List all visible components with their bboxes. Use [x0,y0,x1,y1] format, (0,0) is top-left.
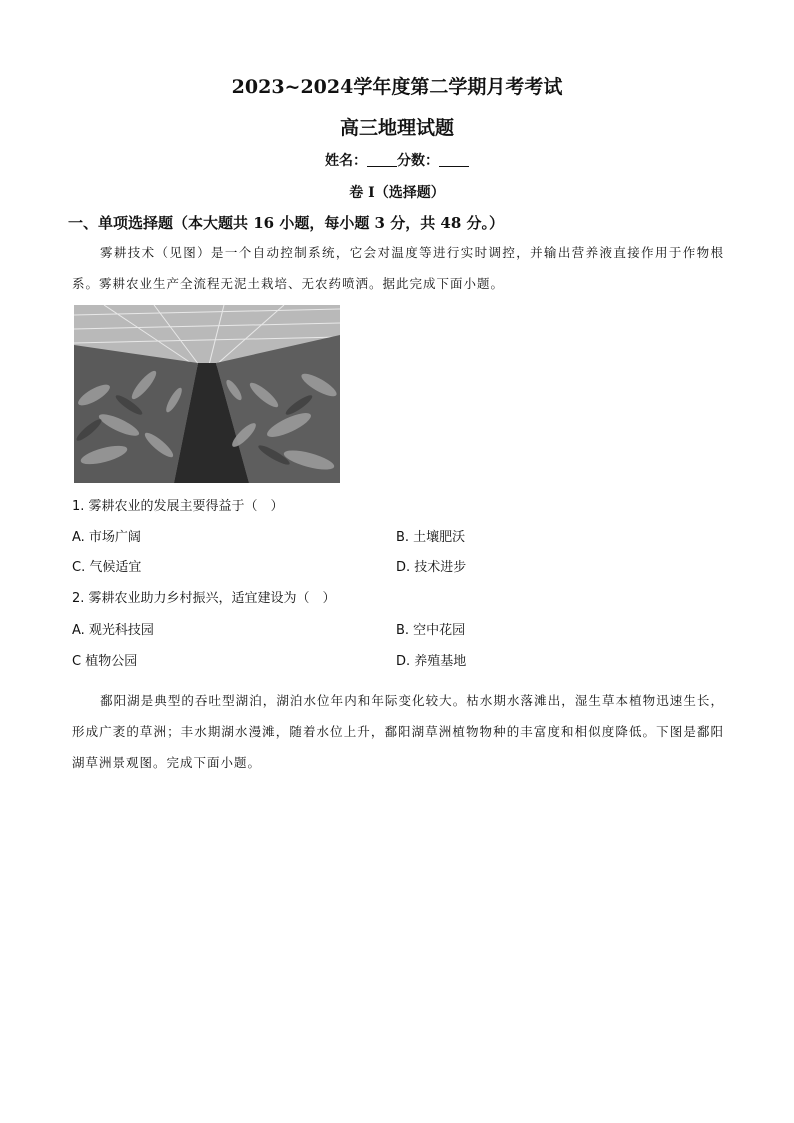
greenhouse-image [74,305,340,483]
score-blank[interactable] [439,152,469,167]
q2-option-d[interactable]: D. 养殖基地 [396,654,467,669]
q1-option-a[interactable]: A. 市场广阔 [72,530,141,545]
q1-option-c[interactable]: C. 气候适宜 [72,560,142,575]
question-1-stem: 1. 雾耕农业的发展主要得益于（ ） [72,499,284,514]
q2-option-b[interactable]: B. 空中花园 [396,623,466,638]
passage-poyang-lake: 鄱阳湖是典型的吞吐型湖泊，湖泊水位年内和年际变化较大。枯水期水落滩出，湿生草本植物迅速生长，形成广袤的草洲；丰水期湖水漫滩，随着水位上升，鄱阳湖草洲植物物种的丰富度和相似度降低。下图是鄱阳湖草洲景观图。完成下面小题。 [72,693,724,770]
q1-option-b[interactable]: B. 土壤肥沃 [396,530,466,545]
section-title: 一、单项选择题（本大题共 16 小题，每小题 3 分，共 48 分。） [68,214,505,232]
q2-option-c[interactable]: C 植物公园 [72,654,138,669]
q1-option-d[interactable]: D. 技术进步 [396,560,467,575]
greenhouse-photo [74,305,340,483]
q2-option-a[interactable]: A. 观光科技园 [72,623,154,638]
question-2-stem: 2. 雾耕农业助力乡村振兴，适宜建设为（ ） [72,591,336,606]
name-label: 姓名： [325,153,367,169]
exam-subtitle: 高三地理试题 [339,117,454,139]
name-score-line [0,150,794,170]
score-label: 分数： [397,153,439,169]
name-blank[interactable] [367,152,397,167]
volume-label: 卷 I（选择题） [349,185,445,201]
passage-fog-farming: 雾耕技术（见图）是一个自动控制系统，它会对温度等进行实时调控，并输出营养液直接作用于作物根系。雾耕农业生产全流程无泥土栽培、无农药喷洒。据此完成下面小题。 [72,245,724,291]
exam-title: 2023~2024学年度第二学期月考考试 [231,76,563,98]
